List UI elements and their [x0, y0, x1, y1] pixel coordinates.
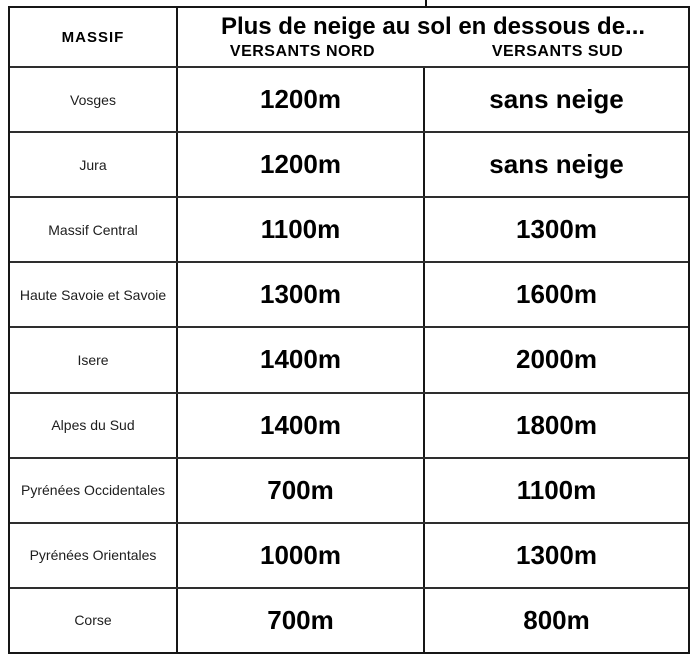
value-sud: 1300m	[516, 214, 597, 245]
massif-name: Jura	[10, 133, 178, 196]
value-nord: 1000m	[178, 524, 425, 587]
value-nord: 1400m	[178, 394, 425, 457]
table-row-pyrenees-orientales	[10, 522, 688, 587]
table-header	[10, 8, 688, 66]
value-nord: 700m	[178, 459, 425, 522]
value-nord: 1300m	[178, 263, 425, 326]
header-versants-nord: VERSANTS NORD	[229, 42, 376, 60]
table-row-massif-central	[10, 196, 688, 261]
table-row-haute-savoie	[10, 261, 688, 326]
value-sud: sans neige	[489, 84, 624, 115]
massif-name: Pyrénées Occidentales	[10, 459, 178, 522]
massif-name: Corse	[10, 589, 178, 652]
table-body	[10, 66, 688, 652]
massif-name: Vosges	[10, 68, 178, 131]
table-row-jura	[10, 131, 688, 196]
massif-name: Haute Savoie et Savoie	[10, 263, 178, 326]
value-sud: 1800m	[516, 409, 597, 440]
table-row-pyrenees-occidentales	[10, 457, 688, 522]
header-massif: MASSIF	[10, 8, 178, 66]
header-versants-sud: VERSANTS SUD	[491, 42, 624, 60]
value-sud: 1300m	[516, 539, 597, 570]
value-sud: 1600m	[516, 279, 597, 310]
table-row-vosges	[10, 66, 688, 131]
header-subcolumns	[178, 43, 688, 61]
value-sud: sans neige	[489, 149, 624, 180]
table-title: Plus de neige au sol en dessous de...	[220, 13, 646, 41]
value-nord: 700m	[178, 589, 425, 652]
massif-name: Isere	[10, 328, 178, 391]
snow-depth-table	[8, 6, 690, 654]
value-nord: 1200m	[178, 68, 425, 131]
table-row-alpes-du-sud	[10, 392, 688, 457]
header-snow-group	[178, 8, 688, 66]
value-nord: 1100m	[178, 198, 425, 261]
value-sud: 2000m	[516, 344, 597, 375]
massif-name: Pyrénées Orientales	[10, 524, 178, 587]
value-sud: 1100m	[516, 474, 597, 505]
massif-name: Massif Central	[10, 198, 178, 261]
value-nord: 1400m	[178, 328, 425, 391]
table-row-corse	[10, 587, 688, 652]
table-row-isere	[10, 326, 688, 391]
value-sud: 800m	[523, 604, 590, 635]
massif-name: Alpes du Sud	[10, 394, 178, 457]
value-nord: 1200m	[178, 133, 425, 196]
